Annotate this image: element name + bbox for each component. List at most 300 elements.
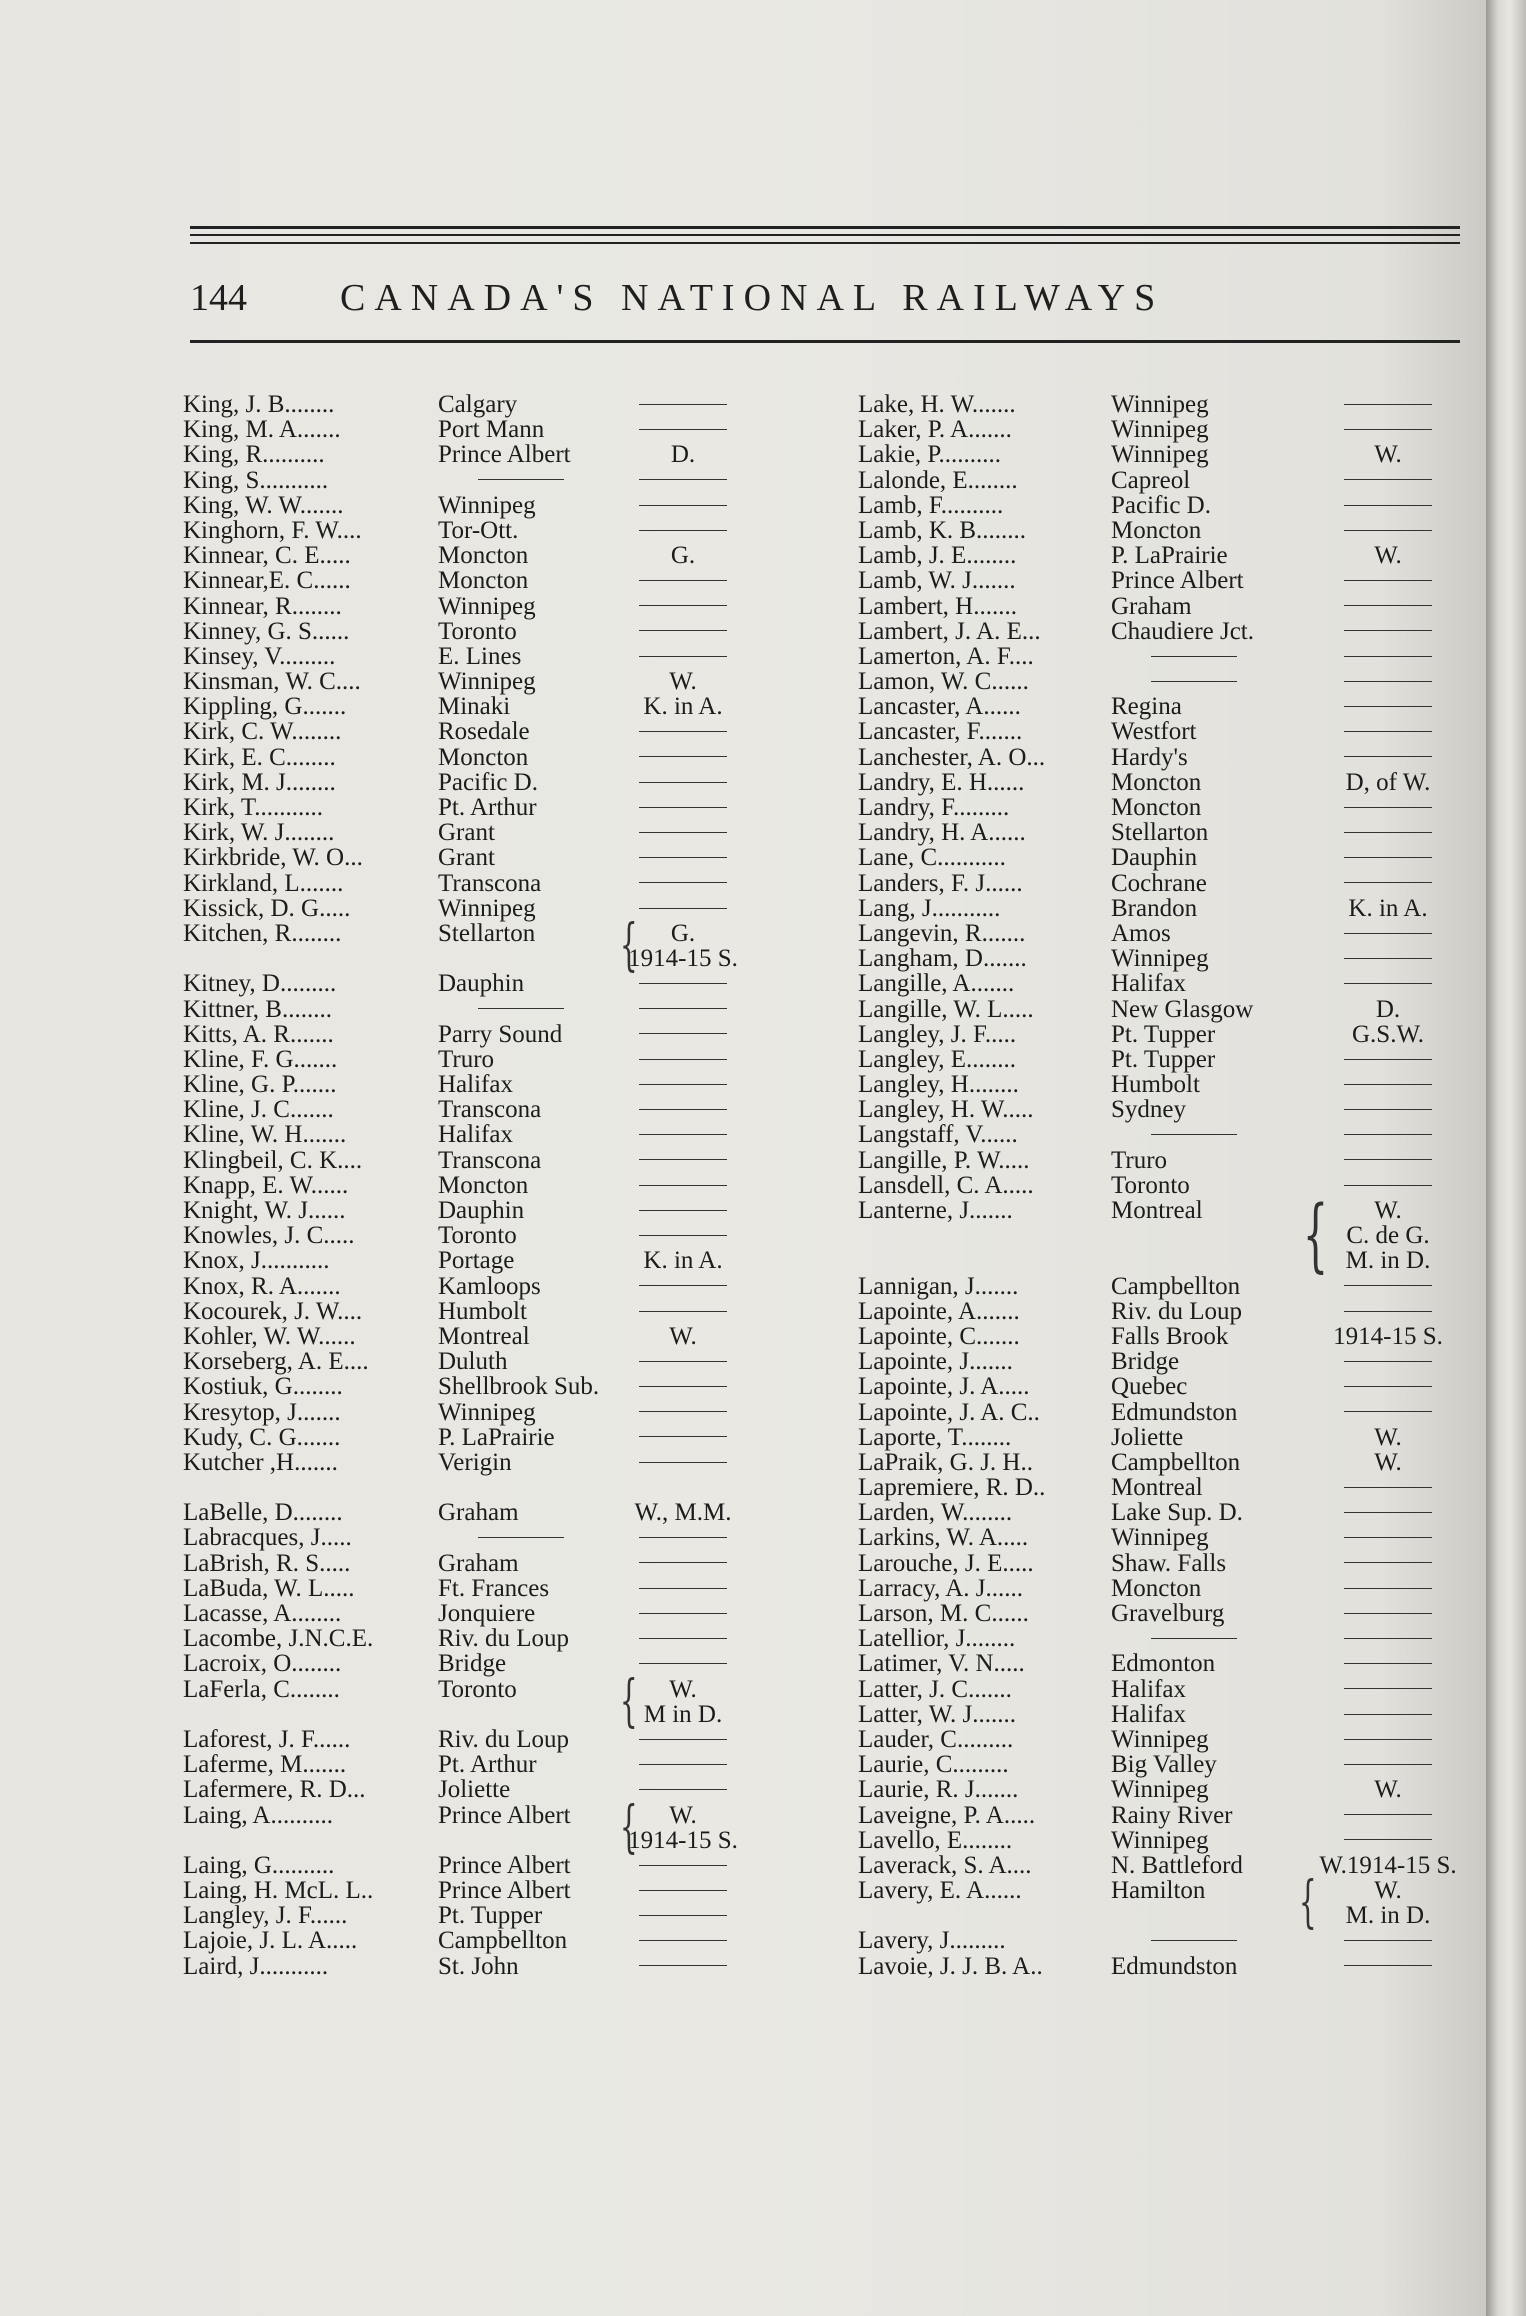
entry-place: Winnipeg xyxy=(1111,416,1209,444)
status-dash xyxy=(1344,404,1432,405)
list-item xyxy=(858,1400,1488,1425)
entry-place: Riv. du Loup xyxy=(1111,1297,1243,1325)
left-column xyxy=(183,392,783,1979)
entry-status: W. xyxy=(1374,1448,1402,1476)
page-header xyxy=(190,270,1340,330)
entry-place: P. LaPrairie xyxy=(1111,542,1228,570)
entry-name: Kirkbride, W. O... xyxy=(183,844,363,872)
entry-name: Knight, W. J...... xyxy=(183,1197,346,1225)
header-underline xyxy=(190,340,1460,343)
list-item xyxy=(183,770,783,795)
entry-name: Lancaster, A...... xyxy=(858,693,1021,721)
entry-status-line2: M. in D. xyxy=(1345,1902,1431,1930)
entry-status xyxy=(608,1752,758,1777)
list-item xyxy=(858,1148,1488,1173)
list-item xyxy=(183,1626,783,1651)
list-item xyxy=(858,1551,1488,1576)
entry-status xyxy=(608,1223,758,1248)
entry-place: Minaki xyxy=(438,693,511,721)
status-dash xyxy=(639,1386,727,1387)
status-dash xyxy=(639,530,727,531)
list-item xyxy=(858,971,1488,996)
entry-place: Truro xyxy=(1111,1146,1168,1174)
list-item xyxy=(858,997,1488,1022)
list-item xyxy=(858,694,1488,719)
entry-place: Toronto xyxy=(1111,1171,1190,1199)
entry-status xyxy=(1308,1349,1468,1374)
status-dash xyxy=(639,656,727,657)
status-dash xyxy=(639,1361,727,1362)
entry-status xyxy=(1308,1374,1468,1399)
entry-status xyxy=(608,1853,758,1878)
entry-status xyxy=(608,1274,758,1299)
list-item xyxy=(858,1374,1488,1399)
status-dash xyxy=(1344,630,1432,631)
entry-status xyxy=(1308,1173,1468,1198)
entry-place: Montreal xyxy=(438,1322,530,1350)
list-item xyxy=(858,1727,1488,1752)
place-dash xyxy=(1151,1940,1237,1941)
status-dash xyxy=(639,1210,727,1211)
entry-status xyxy=(608,417,758,442)
entry-status xyxy=(608,1047,758,1072)
list-item xyxy=(858,1803,1488,1828)
entry-name: Larson, M. C...... xyxy=(858,1600,1029,1628)
entry-status xyxy=(1308,795,1468,820)
entry-status: G. xyxy=(670,542,696,570)
entry-name: Kittner, B........ xyxy=(183,995,332,1023)
entry-name: LaFerla, C........ xyxy=(183,1675,340,1703)
entry-name: Lavoie, J. J. B. A.. xyxy=(858,1952,1043,1980)
entry-status-line2: C. de G. xyxy=(1346,1222,1430,1250)
status-dash xyxy=(639,1059,727,1060)
list-item xyxy=(858,1450,1488,1475)
entry-place: P. LaPrairie xyxy=(438,1423,555,1451)
entry-place: Tor-Ott. xyxy=(438,516,519,544)
entry-name: Lafermere, R. D... xyxy=(183,1776,366,1804)
entry-name: Kinney, G. S...... xyxy=(183,617,350,645)
entry-status: G.S.W. xyxy=(1351,1020,1424,1048)
entry-place: Campbellton xyxy=(1111,1272,1241,1300)
status-dash xyxy=(639,756,727,757)
entry-place: Winnipeg xyxy=(438,894,536,922)
entry-status xyxy=(608,1097,758,1122)
status-dash xyxy=(639,479,727,480)
entry-name: Lacasse, A........ xyxy=(183,1600,342,1628)
entry-name: LaBuda, W. L..... xyxy=(183,1574,355,1602)
entry-status xyxy=(1308,1954,1468,1979)
entry-status xyxy=(608,1299,758,1324)
list-item xyxy=(858,1626,1488,1651)
place-dash xyxy=(478,1008,564,1009)
list-item xyxy=(183,1878,783,1903)
list-item xyxy=(183,1903,783,1928)
status-dash xyxy=(1344,1537,1432,1538)
entry-place: Prince Albert xyxy=(438,1877,571,1905)
entry-name: Lapointe, J. A..... xyxy=(858,1373,1030,1401)
entry-place: Pt. Tupper xyxy=(438,1902,543,1930)
entry-status xyxy=(608,770,758,795)
entry-place: Halifax xyxy=(1111,970,1186,998)
entry-place: Halifax xyxy=(1111,1700,1186,1728)
entry-place: Montreal xyxy=(1111,1197,1203,1224)
entry-name: Lanchester, A. O... xyxy=(858,743,1046,771)
entry-name: Langille, A....... xyxy=(858,970,1015,998)
entry-name: Lansdell, C. A..... xyxy=(858,1171,1034,1199)
entry-place: Brandon xyxy=(1111,894,1198,922)
entry-place: Rosedale xyxy=(438,718,530,746)
list-item xyxy=(858,1022,1488,1047)
entry-status xyxy=(1308,1651,1468,1676)
entry-place: Big Valley xyxy=(1111,1751,1217,1779)
entry-place: Toronto xyxy=(438,617,517,645)
entry-status: W., M.M. xyxy=(634,1499,732,1527)
entry-place: Graham xyxy=(1111,592,1192,620)
list-item xyxy=(183,820,783,845)
list-item xyxy=(183,669,783,694)
entry-place: Prince Albert xyxy=(438,1851,571,1879)
entry-name: Lavery, J......... xyxy=(858,1927,1006,1955)
list-item xyxy=(183,1777,783,1802)
entry-place: Hamilton xyxy=(1111,1877,1206,1905)
status-dash xyxy=(1344,983,1432,984)
entry-status: K. in A. xyxy=(1348,894,1428,922)
list-item xyxy=(183,1122,783,1147)
entry-place: Halifax xyxy=(438,1121,513,1149)
entry-place xyxy=(438,997,564,1022)
list-item xyxy=(183,971,783,996)
list-item xyxy=(858,392,1488,417)
entry-status-line2: 1914-15 S. xyxy=(628,945,738,973)
entry-place: Moncton xyxy=(438,743,529,771)
entry-name: Lamb, K. B........ xyxy=(858,516,1027,544)
status-dash xyxy=(639,1865,727,1866)
entry-status xyxy=(1308,1299,1468,1324)
entry-status xyxy=(1308,1475,1468,1500)
entry-status: W. xyxy=(1374,1423,1402,1451)
entry-name: Larden, W........ xyxy=(858,1499,1013,1527)
entry-place: Cochrane xyxy=(1111,869,1207,897)
list-item xyxy=(183,1097,783,1122)
status-dash xyxy=(1344,1965,1432,1966)
entry-status xyxy=(1308,1677,1468,1702)
entry-status: W. xyxy=(1374,441,1402,469)
entry-name: Kinsman, W. C.... xyxy=(183,668,361,696)
entry-place: Westfort xyxy=(1111,718,1197,746)
entry-place xyxy=(1111,669,1237,694)
entry-place: Toronto xyxy=(438,1222,517,1250)
entry-place: Campbellton xyxy=(1111,1448,1241,1476)
entry-place: Grant xyxy=(438,844,495,872)
list-item xyxy=(858,1777,1488,1802)
entry-name: Langham, D....... xyxy=(858,945,1027,973)
entry-name: Lajoie, J. L. A..... xyxy=(183,1927,358,1955)
entry-place xyxy=(438,468,564,493)
entry-status xyxy=(1308,493,1468,518)
list-item xyxy=(858,417,1488,442)
status-dash xyxy=(1344,756,1432,757)
list-item xyxy=(858,795,1488,820)
list-item xyxy=(183,594,783,619)
entry-status xyxy=(608,1148,758,1173)
entry-name: King, W. W....... xyxy=(183,491,344,519)
entry-place xyxy=(438,1525,564,1550)
entry-status xyxy=(1308,669,1468,694)
status-dash xyxy=(639,1588,727,1589)
entry-place: Winnipeg xyxy=(438,491,536,519)
entry-status xyxy=(608,845,758,870)
entry-name: Landry, F......... xyxy=(858,794,1010,821)
entry-status: G. xyxy=(670,919,696,947)
status-dash xyxy=(1344,656,1432,657)
entry-name: Labracques, J..... xyxy=(183,1524,352,1552)
entry-name: Lannigan, J....... xyxy=(858,1272,1019,1300)
entry-place: Winnipeg xyxy=(438,668,536,696)
entry-name: Lapointe, J. A. C.. xyxy=(858,1398,1040,1426)
entry-status xyxy=(1308,1702,1468,1727)
entry-status xyxy=(1308,1047,1468,1072)
entry-status xyxy=(1308,619,1468,644)
status-dash xyxy=(1344,479,1432,480)
entry-name: Latimer, V. N..... xyxy=(858,1650,1025,1678)
status-dash xyxy=(1344,1562,1432,1563)
entry-name: Lambert, J. A. E... xyxy=(858,617,1041,645)
entry-name: Latter, J. C....... xyxy=(858,1675,1012,1703)
entry-status xyxy=(1308,1626,1468,1651)
entry-name: Kitts, A. R....... xyxy=(183,1020,334,1048)
entry-status xyxy=(608,745,758,770)
list-item xyxy=(183,1022,783,1047)
entry-name: Kinsey, V......... xyxy=(183,642,336,670)
entry-name: Laird, J........... xyxy=(183,1952,329,1980)
list-item xyxy=(858,1870,1488,1936)
list-item xyxy=(858,1274,1488,1299)
entry-name: Laveigne, P. A..... xyxy=(858,1801,1036,1829)
list-item xyxy=(183,1072,783,1097)
list-item xyxy=(858,1954,1488,1979)
entry-place: Lake Sup. D. xyxy=(1111,1499,1243,1527)
entry-place: Bridge xyxy=(438,1650,507,1678)
status-dash xyxy=(1344,1361,1432,1362)
status-dash xyxy=(639,630,727,631)
place-dash xyxy=(1151,656,1237,657)
status-dash xyxy=(1344,1613,1432,1614)
entry-status xyxy=(608,644,758,669)
status-dash xyxy=(1344,731,1432,732)
entry-name: Larkins, W. A..... xyxy=(858,1524,1029,1552)
entry-name: Kirk, C. W........ xyxy=(183,718,342,746)
entry-name: Lapointe, C....... xyxy=(858,1322,1020,1350)
list-item xyxy=(183,912,783,978)
entry-status xyxy=(608,1601,758,1626)
entry-name: Langille, W. L..... xyxy=(858,995,1034,1023)
list-item xyxy=(858,871,1488,896)
list-item xyxy=(183,871,783,896)
list-item xyxy=(183,1173,783,1198)
entry-status xyxy=(608,820,758,845)
list-item xyxy=(858,745,1488,770)
entry-place: Ft. Frances xyxy=(438,1574,550,1602)
list-item xyxy=(858,1047,1488,1072)
status-dash xyxy=(639,429,727,430)
entry-place: Moncton xyxy=(1111,1574,1202,1602)
status-dash xyxy=(1344,1714,1432,1715)
entry-status xyxy=(608,1727,758,1752)
status-dash xyxy=(1344,1764,1432,1765)
list-item xyxy=(183,417,783,442)
entry-place: Winnipeg xyxy=(438,592,536,620)
entry-status xyxy=(1308,392,1468,417)
entry-status: D, of W. xyxy=(1345,768,1431,796)
entry-status-line2: M in D. xyxy=(643,1700,723,1728)
status-dash xyxy=(1344,807,1432,808)
list-item xyxy=(183,1349,783,1374)
entry-status xyxy=(608,468,758,493)
place-dash xyxy=(478,479,564,480)
entry-place: Graham xyxy=(438,1549,519,1577)
entry-name: Lake, H. W....... xyxy=(858,391,1016,418)
entry-place: Moncton xyxy=(1111,516,1202,544)
entry-status xyxy=(608,1173,758,1198)
status-dash xyxy=(1344,1940,1432,1941)
entry-name: Kostiuk, G........ xyxy=(183,1373,343,1401)
entry-place: E. Lines xyxy=(438,642,522,670)
entry-place: Riv. du Loup xyxy=(438,1625,570,1653)
status-dash xyxy=(1344,580,1432,581)
entry-name: King, M. A....... xyxy=(183,416,341,444)
entry-place: Pt. Arthur xyxy=(438,1751,537,1779)
status-dash xyxy=(1344,958,1432,959)
entry-name: Kocourek, J. W.... xyxy=(183,1297,363,1325)
status-dash xyxy=(639,1134,727,1135)
list-item xyxy=(183,392,783,417)
entry-status xyxy=(608,1551,758,1576)
entry-name: Kinnear, C. E..... xyxy=(183,542,351,570)
entry-place: Prince Albert xyxy=(438,441,571,469)
entry-status: D. xyxy=(670,441,696,469)
entry-name: Larouche, J. E..... xyxy=(858,1549,1034,1577)
top-rule-second xyxy=(190,234,1460,236)
entry-status xyxy=(1308,468,1468,493)
status-dash xyxy=(1344,605,1432,606)
list-item xyxy=(858,1425,1488,1450)
entry-status xyxy=(608,1928,758,1953)
status-dash xyxy=(639,605,727,606)
entry-place: Stellarton xyxy=(438,919,536,947)
entry-name: Knox, J........... xyxy=(183,1247,330,1275)
entry-status xyxy=(1308,1097,1468,1122)
entry-name: Laurie, R. J....... xyxy=(858,1776,1019,1804)
entry-place: Port Mann xyxy=(438,416,545,444)
entry-name: Larracy, A. J...... xyxy=(858,1574,1023,1602)
entry-name: Kirkland, L....... xyxy=(183,869,344,897)
status-dash xyxy=(639,1235,727,1236)
entry-name: Laing, H. McL. L.. xyxy=(183,1877,374,1905)
entry-place: Winnipeg xyxy=(1111,1725,1209,1753)
brace-glyph: { xyxy=(619,912,638,978)
status-dash xyxy=(1344,1109,1432,1110)
entry-name: Laverack, S. A.... xyxy=(858,1851,1032,1879)
entry-name: Lalonde, E........ xyxy=(858,466,1018,494)
list-item xyxy=(858,1651,1488,1676)
status-dash xyxy=(639,1084,727,1085)
entry-place: Edmundston xyxy=(1111,1398,1238,1426)
entry-name: Laker, P. A....... xyxy=(858,416,1012,444)
section-gap xyxy=(183,1475,783,1500)
list-item xyxy=(183,1727,783,1752)
entry-name: Lavery, E. A...... xyxy=(858,1877,1022,1905)
status-dash xyxy=(639,1965,727,1966)
entry-name: Klingbeil, C. K.... xyxy=(183,1146,363,1174)
entry-status: W. xyxy=(669,668,697,696)
entry-place: Falls Brook xyxy=(1111,1322,1229,1350)
status-dash xyxy=(639,1008,727,1009)
entry-place: Riv. du Loup xyxy=(438,1725,570,1753)
entry-name: King, J. B........ xyxy=(183,391,335,418)
entry-place: Winnipeg xyxy=(1111,441,1209,469)
entry-place: Moncton xyxy=(438,1171,529,1199)
entry-status xyxy=(608,1576,758,1601)
entry-status xyxy=(1308,1828,1468,1853)
entry-place: Shellbrook Sub. xyxy=(438,1373,600,1401)
entry-status xyxy=(1308,1525,1468,1550)
status-dash xyxy=(639,1109,727,1110)
status-dash xyxy=(639,1638,727,1639)
entry-name: Lancaster, F....... xyxy=(858,718,1023,746)
status-dash xyxy=(1344,1663,1432,1664)
entry-name: Kirk, T........... xyxy=(183,794,324,821)
entry-name: Kline, F. G....... xyxy=(183,1045,338,1073)
list-item xyxy=(858,1702,1488,1727)
entry-name: Lamb, F.......... xyxy=(858,491,1004,519)
status-dash xyxy=(639,580,727,581)
list-item xyxy=(858,518,1488,543)
entry-name: Kohler, W. W...... xyxy=(183,1322,356,1350)
entry-name: Langstaff, V...... xyxy=(858,1121,1018,1149)
entry-status: W. xyxy=(1374,1877,1402,1905)
entry-name: Kissick, D. G..... xyxy=(183,894,351,922)
status-dash xyxy=(639,1915,727,1916)
list-item xyxy=(858,946,1488,971)
entry-status xyxy=(608,971,758,996)
status-dash xyxy=(639,882,727,883)
entry-place: Pacific D. xyxy=(438,768,538,796)
entry-name: Langley, H. W..... xyxy=(858,1096,1034,1124)
brace-glyph: { xyxy=(1298,1870,1317,1936)
entry-name: Langley, J. F..... xyxy=(858,1020,1017,1048)
entry-status xyxy=(1308,694,1468,719)
entry-status xyxy=(608,1122,758,1147)
list-item xyxy=(858,619,1488,644)
entry-name: Lapointe, A....... xyxy=(858,1297,1020,1325)
entry-name: Langley, E........ xyxy=(858,1045,1017,1073)
entry-place: Moncton xyxy=(438,567,529,595)
list-item xyxy=(183,619,783,644)
entry-place: Transcona xyxy=(438,1146,542,1174)
entry-place: Winnipeg xyxy=(438,1398,536,1426)
list-item xyxy=(858,1324,1488,1349)
entry-status xyxy=(608,619,758,644)
status-dash xyxy=(639,832,727,833)
status-dash xyxy=(639,1185,727,1186)
list-item xyxy=(858,1928,1488,1953)
entry-place: Dauphin xyxy=(438,970,525,998)
list-item xyxy=(183,1954,783,1979)
entry-status xyxy=(1308,1803,1468,1828)
entry-place: Hardy's xyxy=(1111,743,1188,771)
list-item xyxy=(183,1651,783,1676)
list-item xyxy=(858,820,1488,845)
